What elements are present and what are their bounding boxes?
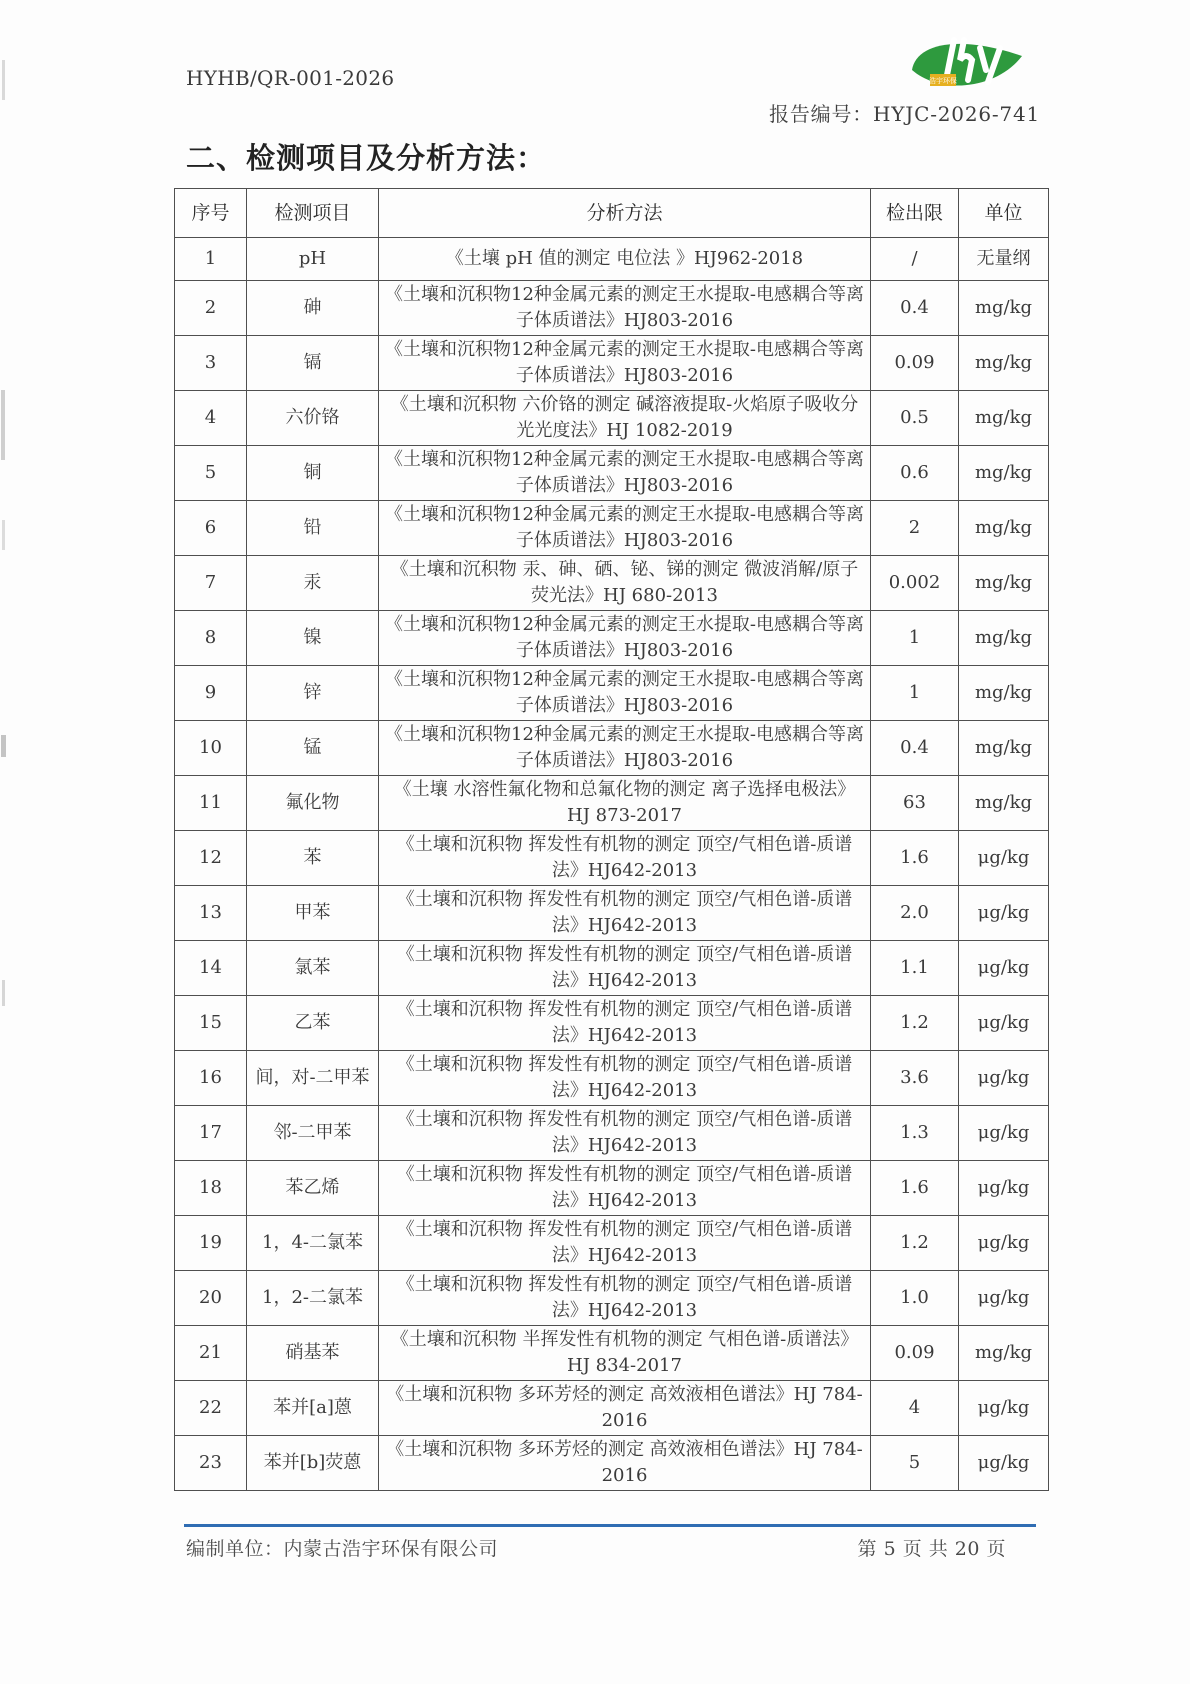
cell-item: 邻-二甲苯 [247, 1106, 379, 1161]
table-row [175, 336, 1049, 391]
cell-unit: μg/kg [959, 941, 1049, 996]
cell-no: 3 [175, 336, 247, 391]
cell-no: 20 [175, 1271, 247, 1326]
header-method: 分析方法 [379, 189, 871, 238]
cell-item: 1，2-二氯苯 [247, 1271, 379, 1326]
table-row [175, 1436, 1049, 1491]
cell-no: 17 [175, 1106, 247, 1161]
cell-method: 《土壤和沉积物 挥发性有机物的测定 顶空/气相色谱-质谱法》HJ642-2013 [379, 831, 871, 886]
footer-company: 编制单位：内蒙古浩宇环保有限公司 [186, 1538, 499, 1560]
cell-limit: 63 [871, 776, 959, 831]
header-unit: 单位 [959, 189, 1049, 238]
cell-unit: μg/kg [959, 996, 1049, 1051]
cell-item: 铅 [247, 501, 379, 556]
cell-item: 甲苯 [247, 886, 379, 941]
cell-method: 《土壤 水溶性氟化物和总氟化物的测定 离子选择电极法》HJ 873-2017 [379, 776, 871, 831]
cell-item: 硝基苯 [247, 1326, 379, 1381]
cell-unit: μg/kg [959, 1161, 1049, 1216]
cell-no: 12 [175, 831, 247, 886]
table-row [175, 391, 1049, 446]
table-row [175, 281, 1049, 336]
cell-limit: 4 [871, 1381, 959, 1436]
cell-unit: mg/kg [959, 336, 1049, 391]
cell-no: 9 [175, 666, 247, 721]
cell-method: 《土壤和沉积物12种金属元素的测定王水提取-电感耦合等离子体质谱法》HJ803-2016 [379, 501, 871, 556]
cell-method: 《土壤和沉积物12种金属元素的测定王水提取-电感耦合等离子体质谱法》HJ803-2016 [379, 611, 871, 666]
cell-unit: mg/kg [959, 666, 1049, 721]
cell-unit: mg/kg [959, 501, 1049, 556]
cell-item: pH [247, 238, 379, 281]
cell-item: 苯并[a]蒽 [247, 1381, 379, 1436]
cell-no: 2 [175, 281, 247, 336]
cell-unit: mg/kg [959, 611, 1049, 666]
cell-method: 《土壤和沉积物12种金属元素的测定王水提取-电感耦合等离子体质谱法》HJ803-2016 [379, 666, 871, 721]
company-logo [906, 30, 1028, 96]
cell-no: 15 [175, 996, 247, 1051]
footer-page-info: 第 5 页 共 20 页 [857, 1538, 1006, 1560]
cell-no: 4 [175, 391, 247, 446]
table-row [175, 721, 1049, 776]
header-item: 检测项目 [247, 189, 379, 238]
cell-item: 苯 [247, 831, 379, 886]
table-row [175, 501, 1049, 556]
cell-method: 《土壤和沉积物 挥发性有机物的测定 顶空/气相色谱-质谱法》HJ642-2013 [379, 886, 871, 941]
cell-limit: 2 [871, 501, 959, 556]
cell-no: 14 [175, 941, 247, 996]
cell-no: 18 [175, 1161, 247, 1216]
table-row [175, 776, 1049, 831]
cell-method: 《土壤和沉积物 挥发性有机物的测定 顶空/气相色谱-质谱法》HJ642-2013 [379, 1216, 871, 1271]
table-row [175, 556, 1049, 611]
report-number: 报告编号：HYJC-2026-741 [769, 102, 1040, 126]
table-row [175, 996, 1049, 1051]
cell-unit: μg/kg [959, 886, 1049, 941]
cell-no: 19 [175, 1216, 247, 1271]
cell-unit: mg/kg [959, 446, 1049, 501]
table-row [175, 1161, 1049, 1216]
cell-unit: μg/kg [959, 1271, 1049, 1326]
cell-no: 13 [175, 886, 247, 941]
cell-limit: 5 [871, 1436, 959, 1491]
table-row [175, 1051, 1049, 1106]
cell-no: 6 [175, 501, 247, 556]
table-row [175, 446, 1049, 501]
cell-method: 《土壤和沉积物 多环芳烃的测定 高效液相色谱法》HJ 784-2016 [379, 1381, 871, 1436]
table-row [175, 1216, 1049, 1271]
cell-item: 汞 [247, 556, 379, 611]
table-row [175, 1271, 1049, 1326]
cell-limit: 3.6 [871, 1051, 959, 1106]
cell-item: 镉 [247, 336, 379, 391]
cell-no: 23 [175, 1436, 247, 1491]
cell-limit: 1.6 [871, 1161, 959, 1216]
cell-unit: μg/kg [959, 1051, 1049, 1106]
cell-no: 21 [175, 1326, 247, 1381]
cell-no: 5 [175, 446, 247, 501]
cell-method: 《土壤和沉积物 半挥发性有机物的测定 气相色谱-质谱法》HJ 834-2017 [379, 1326, 871, 1381]
cell-unit: mg/kg [959, 776, 1049, 831]
header-no: 序号 [175, 189, 247, 238]
cell-item: 苯并[b]荧蒽 [247, 1436, 379, 1491]
cell-item: 1，4-二氯苯 [247, 1216, 379, 1271]
cell-no: 22 [175, 1381, 247, 1436]
cell-no: 8 [175, 611, 247, 666]
cell-item: 乙苯 [247, 996, 379, 1051]
methods-table [174, 188, 1049, 1491]
table-row [175, 1326, 1049, 1381]
cell-item: 六价铬 [247, 391, 379, 446]
cell-limit: / [871, 238, 959, 281]
cell-limit: 1 [871, 611, 959, 666]
cell-item: 镍 [247, 611, 379, 666]
cell-item: 砷 [247, 281, 379, 336]
cell-limit: 2.0 [871, 886, 959, 941]
cell-method: 《土壤和沉积物 汞、砷、硒、铋、锑的测定 微波消解/原子荧光法》HJ 680-2013 [379, 556, 871, 611]
cell-item: 氯苯 [247, 941, 379, 996]
cell-method: 《土壤和沉积物 挥发性有机物的测定 顶空/气相色谱-质谱法》HJ642-2013 [379, 996, 871, 1051]
cell-item: 间，对-二甲苯 [247, 1051, 379, 1106]
cell-method: 《土壤和沉积物12种金属元素的测定王水提取-电感耦合等离子体质谱法》HJ803-2016 [379, 336, 871, 391]
cell-limit: 1.2 [871, 1216, 959, 1271]
cell-no: 1 [175, 238, 247, 281]
cell-limit: 1 [871, 666, 959, 721]
cell-limit: 0.4 [871, 721, 959, 776]
cell-method: 《土壤和沉积物 挥发性有机物的测定 顶空/气相色谱-质谱法》HJ642-2013 [379, 1271, 871, 1326]
cell-limit: 1.2 [871, 996, 959, 1051]
cell-method: 《土壤和沉积物 六价铬的测定 碱溶液提取-火焰原子吸收分光光度法》HJ 1082-2019 [379, 391, 871, 446]
cell-limit: 1.1 [871, 941, 959, 996]
document-code: HYHB/QR-001-2026 [186, 66, 395, 90]
cell-method: 《土壤和沉积物 挥发性有机物的测定 顶空/气相色谱-质谱法》HJ642-2013 [379, 1161, 871, 1216]
table-row [175, 941, 1049, 996]
cell-no: 11 [175, 776, 247, 831]
cell-method: 《土壤和沉积物12种金属元素的测定王水提取-电感耦合等离子体质谱法》HJ803-2016 [379, 721, 871, 776]
cell-method: 《土壤和沉积物 挥发性有机物的测定 顶空/气相色谱-质谱法》HJ642-2013 [379, 1106, 871, 1161]
cell-unit: μg/kg [959, 1436, 1049, 1491]
cell-limit: 0.4 [871, 281, 959, 336]
cell-no: 16 [175, 1051, 247, 1106]
cell-limit: 0.002 [871, 556, 959, 611]
cell-unit: μg/kg [959, 1381, 1049, 1436]
methods-table-container [174, 188, 1048, 1491]
cell-unit: mg/kg [959, 1326, 1049, 1381]
cell-unit: μg/kg [959, 1216, 1049, 1271]
logo-text: 浩宇环保 [929, 77, 957, 85]
table-row [175, 886, 1049, 941]
cell-method: 《土壤和沉积物12种金属元素的测定王水提取-电感耦合等离子体质谱法》HJ803-2016 [379, 281, 871, 336]
cell-method: 《土壤 pH 值的测定 电位法 》HJ962-2018 [379, 238, 871, 281]
cell-unit: mg/kg [959, 391, 1049, 446]
table-row [175, 831, 1049, 886]
cell-item: 苯乙烯 [247, 1161, 379, 1216]
table-header-row [175, 189, 1049, 238]
cell-limit: 1.0 [871, 1271, 959, 1326]
cell-limit: 0.09 [871, 1326, 959, 1381]
cell-item: 锌 [247, 666, 379, 721]
cell-unit: mg/kg [959, 281, 1049, 336]
cell-unit: mg/kg [959, 721, 1049, 776]
cell-unit: μg/kg [959, 831, 1049, 886]
cell-limit: 0.5 [871, 391, 959, 446]
cell-unit: 无量纲 [959, 238, 1049, 281]
footer-divider [184, 1524, 1036, 1527]
cell-limit: 1.3 [871, 1106, 959, 1161]
table-row [175, 238, 1049, 281]
table-row [175, 666, 1049, 721]
section-title: 二、检测项目及分析方法： [186, 141, 547, 175]
header-limit: 检出限 [871, 189, 959, 238]
cell-unit: μg/kg [959, 1106, 1049, 1161]
cell-no: 10 [175, 721, 247, 776]
cell-limit: 1.6 [871, 831, 959, 886]
table-row [175, 1106, 1049, 1161]
cell-limit: 0.09 [871, 336, 959, 391]
cell-limit: 0.6 [871, 446, 959, 501]
scan-edge-marks [0, 0, 10, 1684]
cell-item: 锰 [247, 721, 379, 776]
table-row [175, 611, 1049, 666]
cell-method: 《土壤和沉积物 挥发性有机物的测定 顶空/气相色谱-质谱法》HJ642-2013 [379, 941, 871, 996]
cell-method: 《土壤和沉积物 多环芳烃的测定 高效液相色谱法》HJ 784-2016 [379, 1436, 871, 1491]
cell-item: 氟化物 [247, 776, 379, 831]
cell-method: 《土壤和沉积物 挥发性有机物的测定 顶空/气相色谱-质谱法》HJ642-2013 [379, 1051, 871, 1106]
cell-item: 铜 [247, 446, 379, 501]
cell-no: 7 [175, 556, 247, 611]
cell-unit: mg/kg [959, 556, 1049, 611]
table-row [175, 1381, 1049, 1436]
table-body [175, 238, 1049, 1491]
cell-method: 《土壤和沉积物12种金属元素的测定王水提取-电感耦合等离子体质谱法》HJ803-2016 [379, 446, 871, 501]
